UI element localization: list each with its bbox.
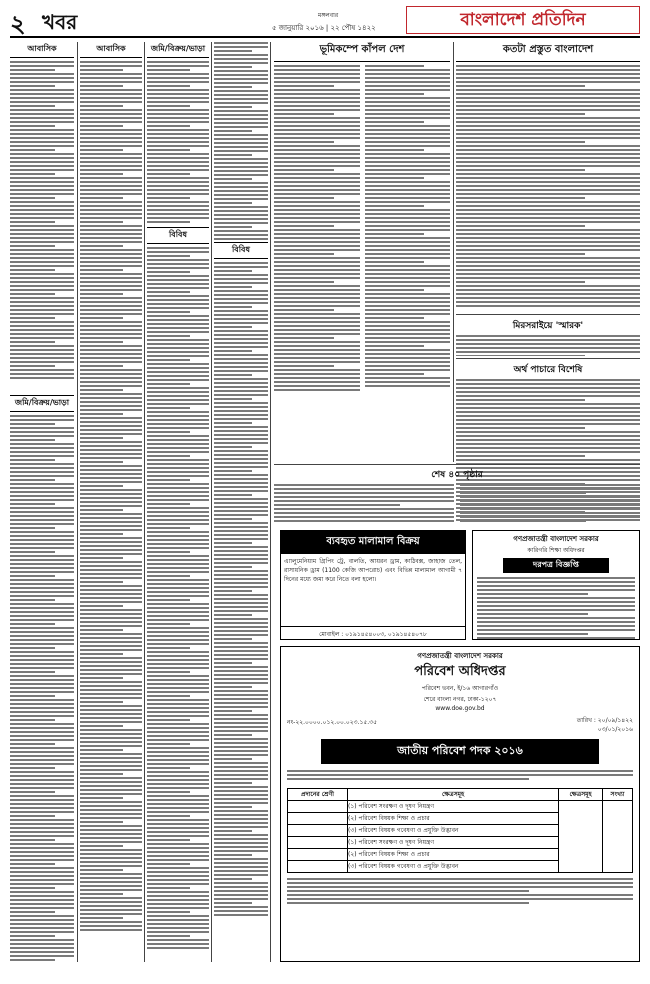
ad-tender	[472, 530, 640, 640]
column-rule	[77, 42, 78, 962]
article-right-body	[456, 65, 640, 312]
column-rule	[144, 42, 145, 962]
tender-body	[473, 575, 639, 640]
env-cell	[288, 861, 348, 873]
env-date2: ০৩/০১/২০১৬	[597, 726, 633, 733]
env-col2: ক্ষেত্রসমূহ	[348, 789, 559, 801]
article-title: ভূমিকম্পে কাঁপল দেশ	[274, 42, 450, 62]
col3-text-block-2	[147, 247, 209, 962]
section-rule	[456, 358, 640, 359]
col2-heading: আবাসিক	[80, 42, 142, 58]
env-header: গণপ্রজাতন্ত্রী বাংলাদেশ সরকার	[417, 652, 503, 660]
col1-text-block	[10, 61, 74, 391]
env-web: www.doe.gov.bd	[435, 705, 485, 712]
env-col1: প্রদানের শ্রেণী	[288, 789, 348, 801]
ad-environment-award	[280, 646, 640, 962]
env-col2b: ক্ষেত্রসমূহ	[559, 789, 603, 801]
article-right-title: কতটা প্রস্তুত বাংলাদেশ	[456, 42, 640, 62]
column-rule	[270, 42, 271, 962]
col4-subheading: বিবিধ	[214, 242, 268, 259]
env-col3: সংখ্যা	[603, 789, 633, 801]
tender-title: দরপত্র বিজ্ঞপ্তি	[503, 558, 609, 573]
masthead-text: বাংলাদেশ প্রতিদিন	[460, 10, 586, 30]
env-memo: নং-২২.০০০০.০১২.০০.০২৩.১৫.৩৫	[287, 719, 377, 726]
article-right-mid1	[456, 318, 640, 356]
env-table	[287, 788, 633, 873]
classifieds-col1	[10, 42, 74, 962]
env-row: (৩) পরিবেশ বিষয়ক গবেষণা ও প্রযুক্তি উদ্ভাবন	[348, 825, 559, 837]
section-title: খবর	[42, 10, 78, 34]
date-line: ৫ জানুয়ারি ২০১৬ | ২২ পৌষ ১৪২২	[272, 24, 376, 32]
sale-ad-body: এ্যালুমেনিয়াম গ্রিপিং ট্রে, বালতি, আয়রন ড্রাম, কাঠিবক্স, জাহাজ তেল, রাসায়নিক ড্রাম (1100 কেজি আপরোচ) এবং বিভিন্ন মালামাল আগামী ৭ দিনের মধ্যে জমা করে নিতে বলা হলো।	[284, 558, 462, 583]
env-row: (৩) পরিবেশ বিষয়ক গবেষণা ও প্রযুক্তি উদ্ভাবন	[348, 861, 559, 873]
env-cell	[288, 801, 348, 813]
col1-text-block-2	[10, 415, 74, 962]
col1-heading: আবাসিক	[10, 42, 74, 58]
classifieds-col3	[147, 42, 209, 962]
env-cell	[288, 825, 348, 837]
env-addr2: শেরে বাংলা নগর, ঢাকা-১২০৭	[423, 696, 497, 703]
section-rule	[456, 314, 640, 315]
env-row: (২) পরিবেশ বিষয়ক শিক্ষা ও প্রচার	[348, 849, 559, 861]
env-row: (২) পরিবেশ বিষয়ক শিক্ষা ও প্রচার	[348, 813, 559, 825]
env-row: (১) পরিবেশ সংরক্ষণ ও দূষণ নিয়ন্ত্রণ	[348, 837, 559, 849]
article-right-mid1-body	[456, 335, 640, 356]
sale-ad-phone: মোবাইল : ০১৯১৪৫৪০০৩, ০১৯১৪৫৪০৭৮	[281, 626, 465, 640]
classifieds-col4	[214, 42, 268, 962]
env-cell	[288, 813, 348, 825]
article-mid-title: শেষ ৪০ পৃষ্ঠার	[431, 470, 483, 480]
article-mid-body	[274, 484, 640, 525]
gov-sub: কারিগরি শিক্ষা অধিদপ্তর	[527, 547, 585, 554]
article-center-top	[274, 42, 450, 462]
col4-text-block-2	[214, 262, 268, 962]
env-addr: পরিবেশ ভবন, ই/১৬ আগারগাঁও	[421, 685, 499, 692]
env-row: (১) পরিবেশ সংরক্ষণ ও দূষণ নিয়ন্ত্রণ	[348, 801, 559, 813]
env-cell	[288, 849, 348, 861]
col4-text-block	[214, 42, 268, 242]
gov-title: গণপ্রজাতন্ত্রী বাংলাদেশ সরকার	[513, 535, 599, 543]
article-right-mid2-title: অর্থ পাচারে বিশেষি	[513, 365, 583, 375]
env-cell	[559, 801, 603, 873]
column-rule	[211, 42, 212, 962]
env-award-banner: জাতীয় পরিবেশ পদক ২০১৬	[321, 739, 599, 764]
article-right-top	[456, 42, 640, 312]
section-rule	[274, 464, 640, 465]
sale-ad-title: ব্যবহৃত মালামাল বিক্রয়	[281, 531, 465, 554]
page-number: ২	[10, 10, 26, 38]
col3-subheading: বিবিধ	[147, 227, 209, 244]
col2-text-block	[80, 61, 142, 961]
weekday: মঙ্গলবার	[318, 12, 339, 19]
article-body	[274, 65, 450, 462]
col3-text-block	[147, 61, 209, 227]
env-cell	[603, 801, 633, 873]
env-date: তারিখ : ২০/০৯/১৪২২	[576, 717, 633, 724]
column-rule	[453, 42, 454, 462]
page-header	[10, 6, 640, 38]
article-right-mid1-title: মিরসরাইয়ে 'স্মারক'	[512, 321, 584, 331]
classifieds-col2	[80, 42, 142, 962]
env-cell	[288, 837, 348, 849]
env-dept: পরিবেশ অধিদপ্তর	[414, 664, 506, 679]
masthead	[406, 6, 640, 34]
ad-used-items-sale	[280, 530, 466, 640]
col1-subheading: জমি/বিক্রয়/ভাড়া	[10, 395, 74, 412]
env-intro	[281, 768, 639, 786]
article-center-mid	[274, 467, 640, 525]
env-footer	[281, 875, 639, 915]
col3-heading: জমি/বিক্রয়/ভাড়া	[147, 42, 209, 58]
